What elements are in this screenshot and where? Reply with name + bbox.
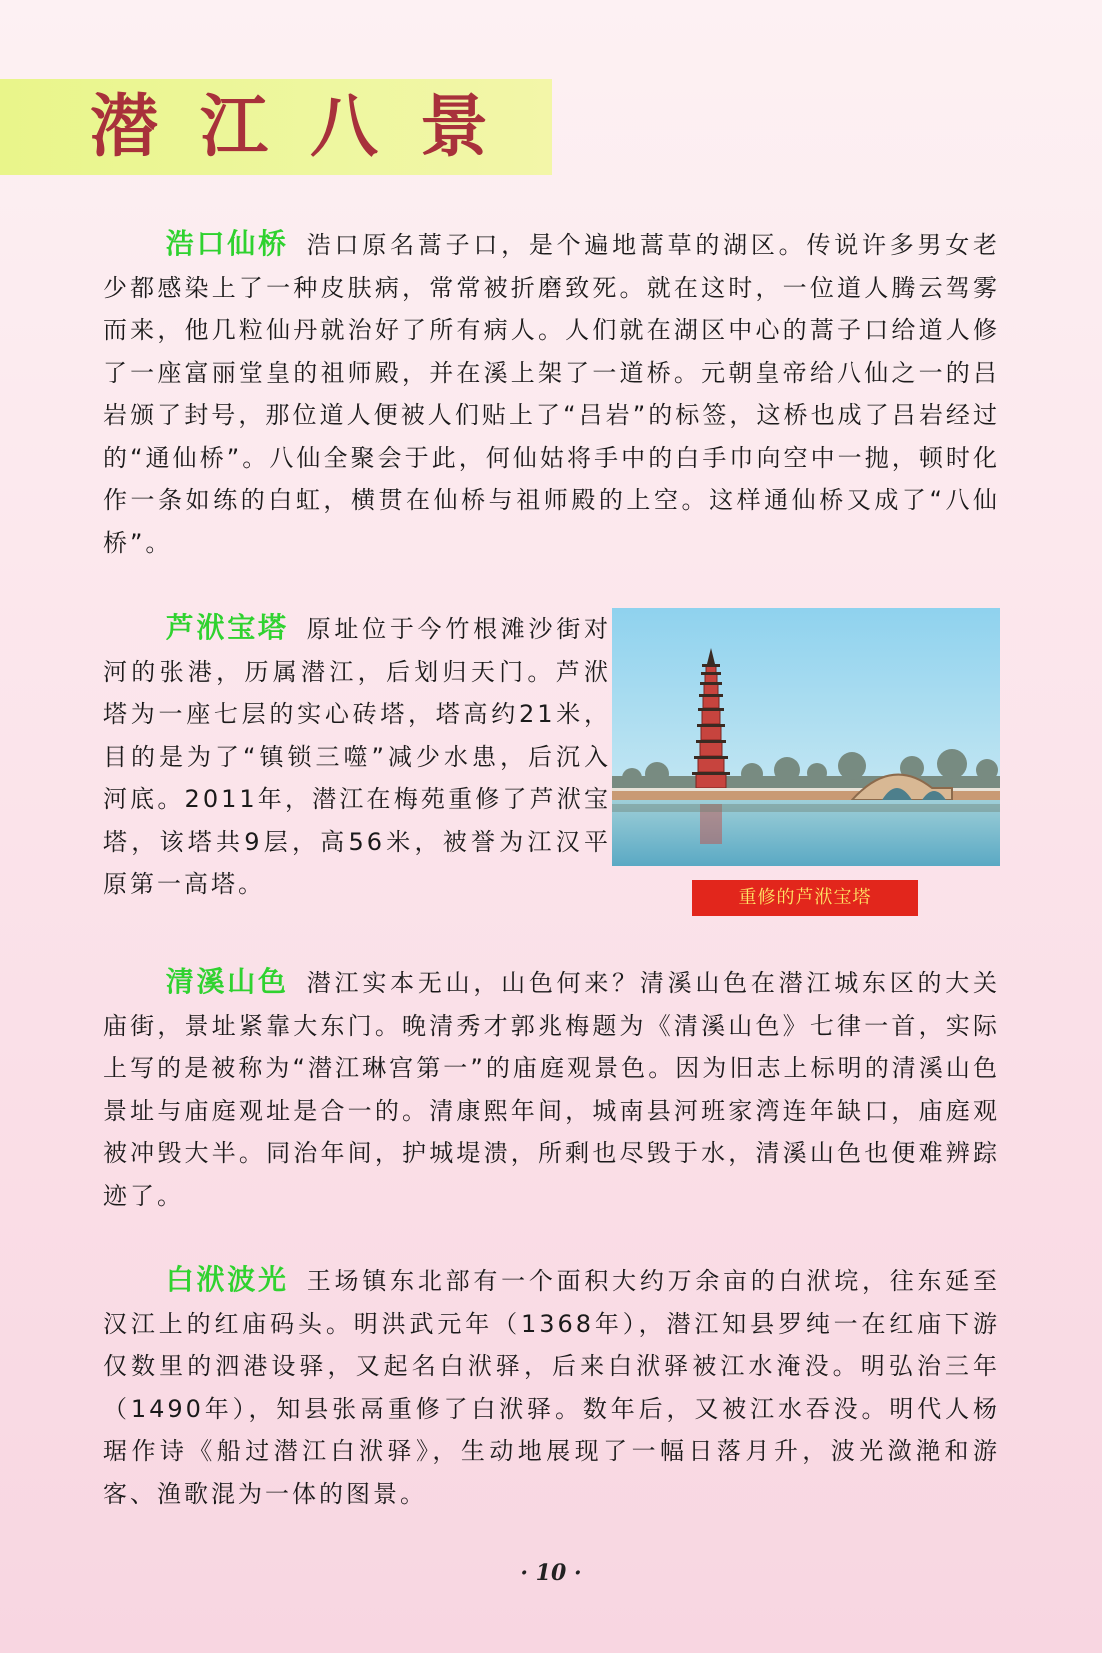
photo-caption: 重修的芦洑宝塔 <box>692 880 918 916</box>
section-body: 潜江实本无山，山色何来？清溪山色在潜江城东区的大关庙街，景址紧靠大东门。晚清秀才郭兆梅题为《清溪山色》七律一首，实际上写的是被称为“潜江琳宫第一”的庙庭观景色。因为旧志上标明的清溪山色景址与庙庭观址是合一的。清康熙年间，城南县河班家湾连年缺口，庙庭观被冲毁大半。同治年间，护城堤溃，所剩也尽毁于水，清溪山色也便难辨踪迹了。 <box>103 969 1000 1210</box>
section-qingxi-shanse <box>103 961 1000 1217</box>
section-heading: 清溪山色 <box>165 965 289 998</box>
section-heading: 白洑波光 <box>165 1263 289 1296</box>
page-title: 潜江八景 <box>90 88 531 167</box>
section-lufu-baota <box>103 607 611 906</box>
pagoda-photo <box>612 608 1000 866</box>
page-number: · 10 · <box>520 1560 582 1586</box>
section-body: 浩口原名蒿子口，是个遍地蒿草的湖区。传说许多男女老少都感染上了一种皮肤病，常常被折磨致死。就在这时，一位道人腾云驾雾而来，他几粒仙丹就治好了所有病人。人们就在湖区中心的蒿子口给道人修了一座富丽堂皇的祖师殿，并在溪上架了一道桥。元朝皇帝给八仙之一的吕岩颁了封号，那位道人便被人们贴上了“吕岩”的标签，这桥也成了吕岩经过的“通仙桥”。八仙全聚会于此，何仙姑将手中的白手巾向空中一抛，顿时化作一条如练的白虹，横贯在仙桥与祖师殿的上空。这样通仙桥又成了“八仙桥”。 <box>103 231 1000 557</box>
section-haokou-xianqiao <box>103 223 1000 564</box>
section-body: 王场镇东北部有一个面积大约万余亩的白洑垸，往东延至汉江上的红庙码头。明洪武元年（1368年），潜江知县罗纯一在红庙下游仅数里的泗港设驿，又起名白洑驿，后来白洑驿被江水淹没。明弘治三年（1490年），知县张鬲重修了白洑驿。数年后，又被江水吞没。明代人杨琚作诗《船过潜江白洑驿》，生动地展现了一幅日落月升，波光潋滟和游客、渔歌混为一体的图景。 <box>103 1267 1000 1508</box>
section-heading: 芦洑宝塔 <box>165 611 289 644</box>
section-heading: 浩口仙桥 <box>165 227 289 260</box>
section-body: 原址位于今竹根滩沙街对河的张港，历属潜江，后划归天门。芦洑塔为一座七层的实心砖塔，塔高约21米，目的是为了“镇锁三噬”减少水患，后沉入河底。2011年，潜江在梅苑重修了芦洑宝塔，该塔共9层，高56米，被誉为江汉平原第一高塔。 <box>103 615 611 898</box>
section-baifu-boguang <box>103 1259 1000 1515</box>
